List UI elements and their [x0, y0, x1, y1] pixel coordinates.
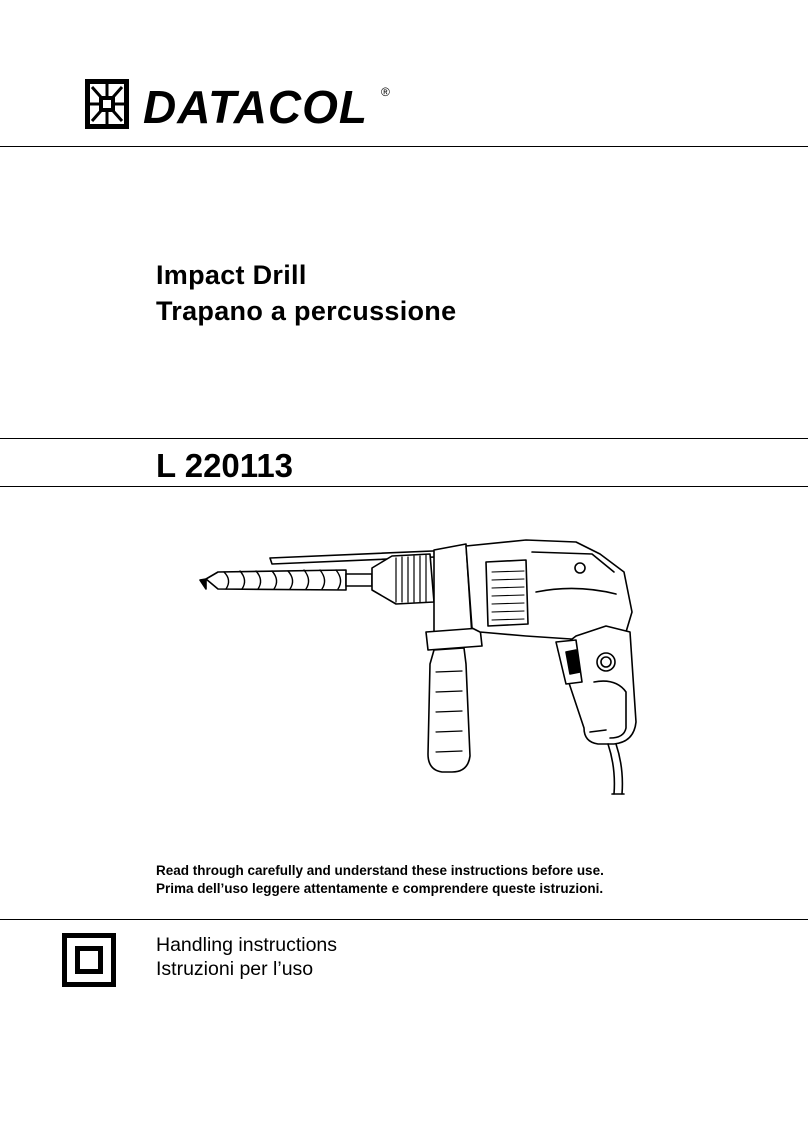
model-number: L 220113 [156, 447, 294, 484]
footer-divider [0, 919, 808, 920]
datacol-star-icon [84, 78, 130, 130]
model-bottom-divider [0, 486, 808, 487]
title-italian: Trapano a percussione [156, 296, 457, 326]
model-top-divider [0, 438, 808, 439]
impact-drill-illustration [196, 532, 648, 807]
registered-mark: ® [381, 85, 390, 99]
document-type-english: Handling instructions [156, 934, 338, 956]
document-type-italian: Istruzioni per l’uso [156, 958, 314, 980]
brand-name: DATACOL [143, 81, 369, 133]
header-divider [0, 146, 808, 147]
double-insulation-icon [62, 933, 116, 987]
title-english: Impact Drill [156, 260, 307, 290]
notice-italian: Prima dell’uso leggere attentamente e comprendere queste istruzioni. [156, 881, 604, 896]
notice-english: Read through carefully and understand these instructions before use. [156, 863, 604, 878]
